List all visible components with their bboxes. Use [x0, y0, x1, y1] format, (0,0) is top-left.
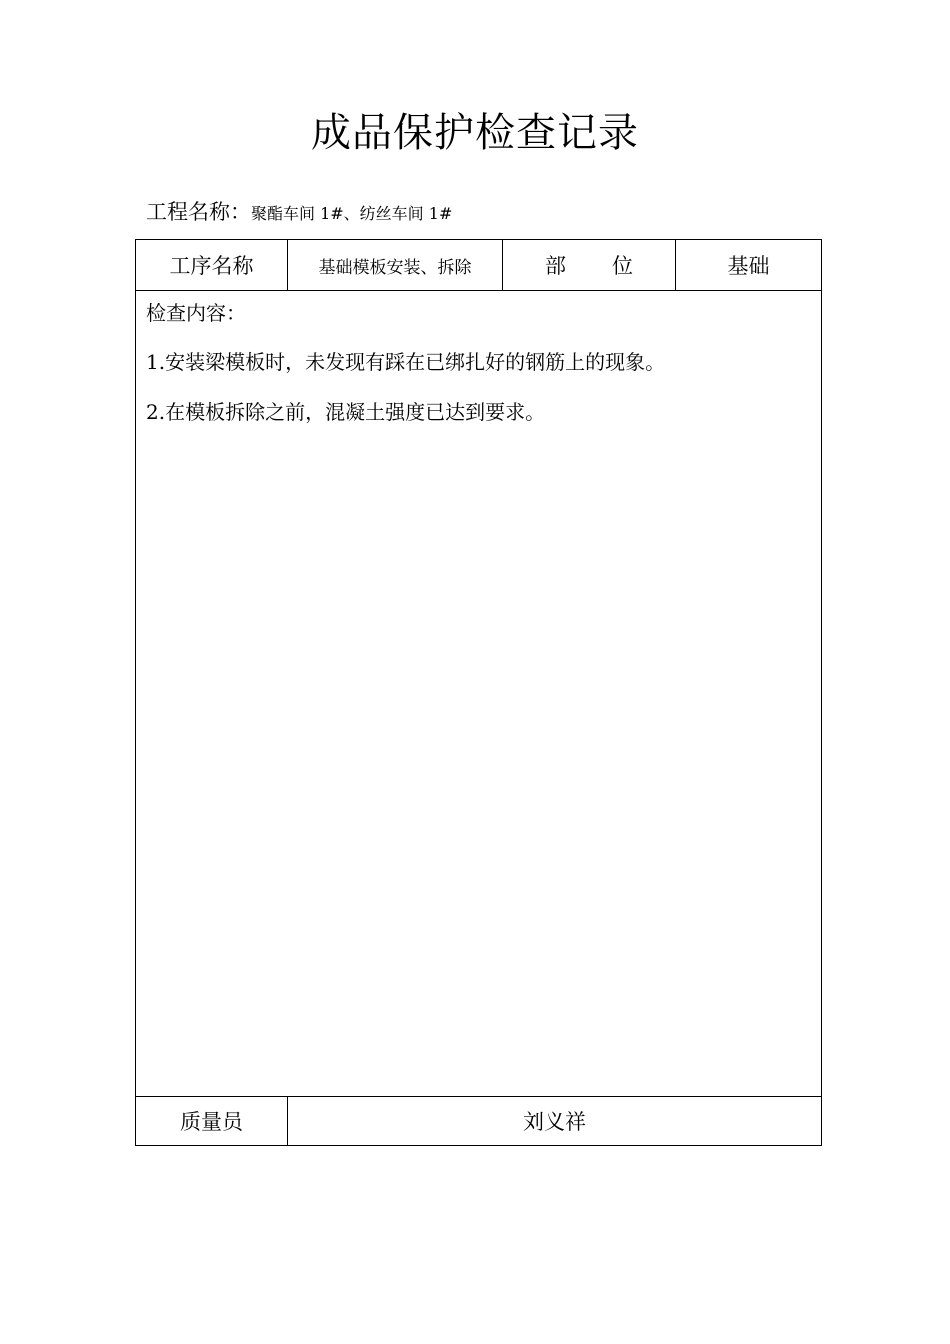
process-value: 基础模板安装、拆除: [288, 240, 503, 291]
project-value: 聚酯车间 1#、纺丝车间 1#: [251, 204, 453, 223]
inspection-record-table: [135, 239, 822, 1146]
inspector-value: 刘义祥: [288, 1097, 822, 1146]
location-value: 基础: [676, 240, 822, 291]
content-heading: 检查内容：: [146, 301, 246, 325]
footer-row: [136, 1097, 822, 1146]
location-label-part1: 部: [545, 254, 566, 278]
content-cell: [136, 291, 822, 1097]
inspector-label: 质量员: [136, 1097, 288, 1146]
content-item-2: 2.在模板拆除之前，混凝土强度已达到要求。: [146, 400, 546, 424]
content-area: [136, 291, 821, 1096]
page-title: 成品保护检查记录: [311, 110, 639, 156]
process-label: 工序名称: [136, 240, 288, 291]
content-row: [136, 291, 822, 1097]
location-label-part2: 位: [612, 254, 633, 278]
project-label: 工程名称：: [146, 200, 251, 224]
project-line: [146, 198, 452, 228]
content-item-1: 1.安装梁模板时，未发现有踩在已绑扎好的钢筋上的现象。: [146, 350, 666, 374]
header-row: [136, 240, 822, 291]
location-label: [503, 240, 676, 291]
